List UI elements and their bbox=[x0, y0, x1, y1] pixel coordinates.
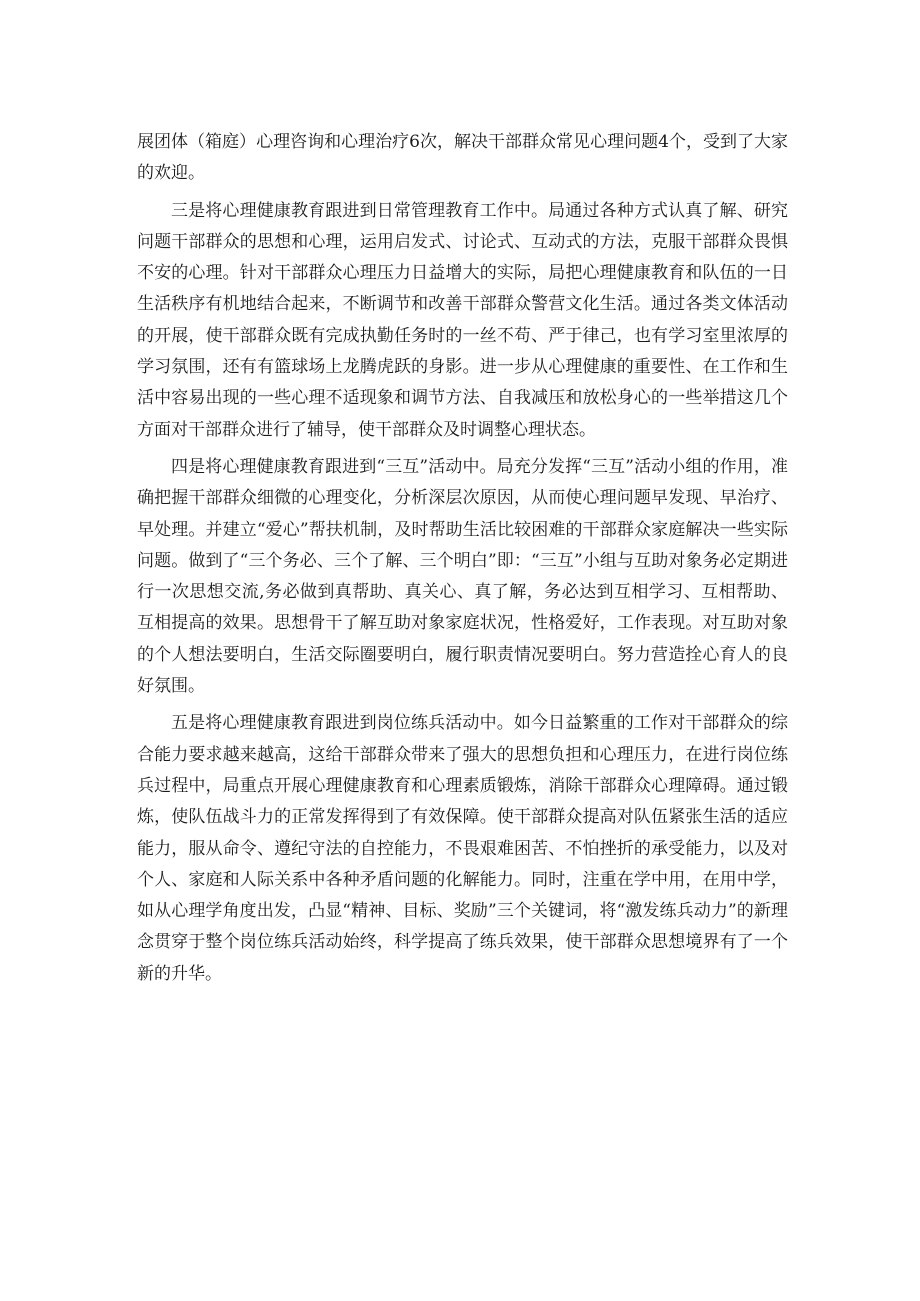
paragraph-4-three-mutual: 四是将心理健康教育跟进到“三互”活动中。局充分发挥“三互”活动小组的作用，准确把握干部群众细微的心理变化，分析深层次原因，从而使心理问题早发现、早治疗、早处理。并建立“爱心”帮扶机制，及时帮助生活比较困难的干部群众家庭解决一些实际问题。做到了“三个务必、三个了解、三个明白”即：“三互”小组与互助对象务必定期进行一次思想交流,务必做到真帮助、真关心、真了解，务必达到互相学习、互相帮助、互相提高的效果。思想骨干了解互助对象家庭状况，性格爱好，工作表现。对互助对象的个人想法要明白，生活交际圈要明白，履行职责情况要明白。努力营造拴心育人的良好氛围。 bbox=[137, 456, 788, 697]
document-body bbox=[137, 127, 788, 996]
paragraph-3-daily-management: 三是将心理健康教育跟进到日常管理教育工作中。局通过各种方式认真了解、研究问题干部群众的思想和心理，运用启发式、讨论式、互动式的方法，克服干部群众畏惧不安的心理。针对干部群众心理压力日益增大的实际，局把心理健康教育和队伍的一日生活秩序有机地结合起来，不断调节和改善干部群众警营文化生活。通过各类文体活动的开展，使干部群众既有完成执勤任务时的一丝不苟、严于律己，也有学习室里浓厚的学习氛围，还有有篮球场上龙腾虎跃的身影。进一步从心理健康的重要性、在工作和生活中容易出现的一些心理不适现象和调节方法、自我减压和放松身心的一些举措这几个方面对干部群众进行了辅导，使干部群众及时调整心理状态。 bbox=[137, 200, 788, 440]
paragraph-1-continuation: 展团体（箱庭）心理咨询和心理治疗6次，解决干部群众常见心理问题4个，受到了大家的欢迎。 bbox=[137, 132, 788, 184]
paragraph-5-post-training: 五是将心理健康教育跟进到岗位练兵活动中。如今日益繁重的工作对干部群众的综合能力要求越来越高，这给干部群众带来了强大的思想负担和心理压力，在进行岗位练兵过程中，局重点开展心理健康教育和心理素质锻炼，消除干部群众心理障碍。通过锻炼，使队伍战斗力的正常发挥得到了有效保障。使干部群众提高对队伍紧张生活的适应能力，服从命令、遵纪守法的自控能力，不畏艰难困苦、不怕挫折的承受能力，以及对个人、家庭和人际关系中各种矛盾问题的化解能力。同时，注重在学中用，在用中学，如从心理学角度出发，凸显“精神、目标、奖励”三个关键词，将“激发练兵动力”的新理念贯穿于整个岗位练兵活动始终，科学提高了练兵效果，使干部群众思想境界有了一个新的升华。 bbox=[137, 713, 788, 984]
